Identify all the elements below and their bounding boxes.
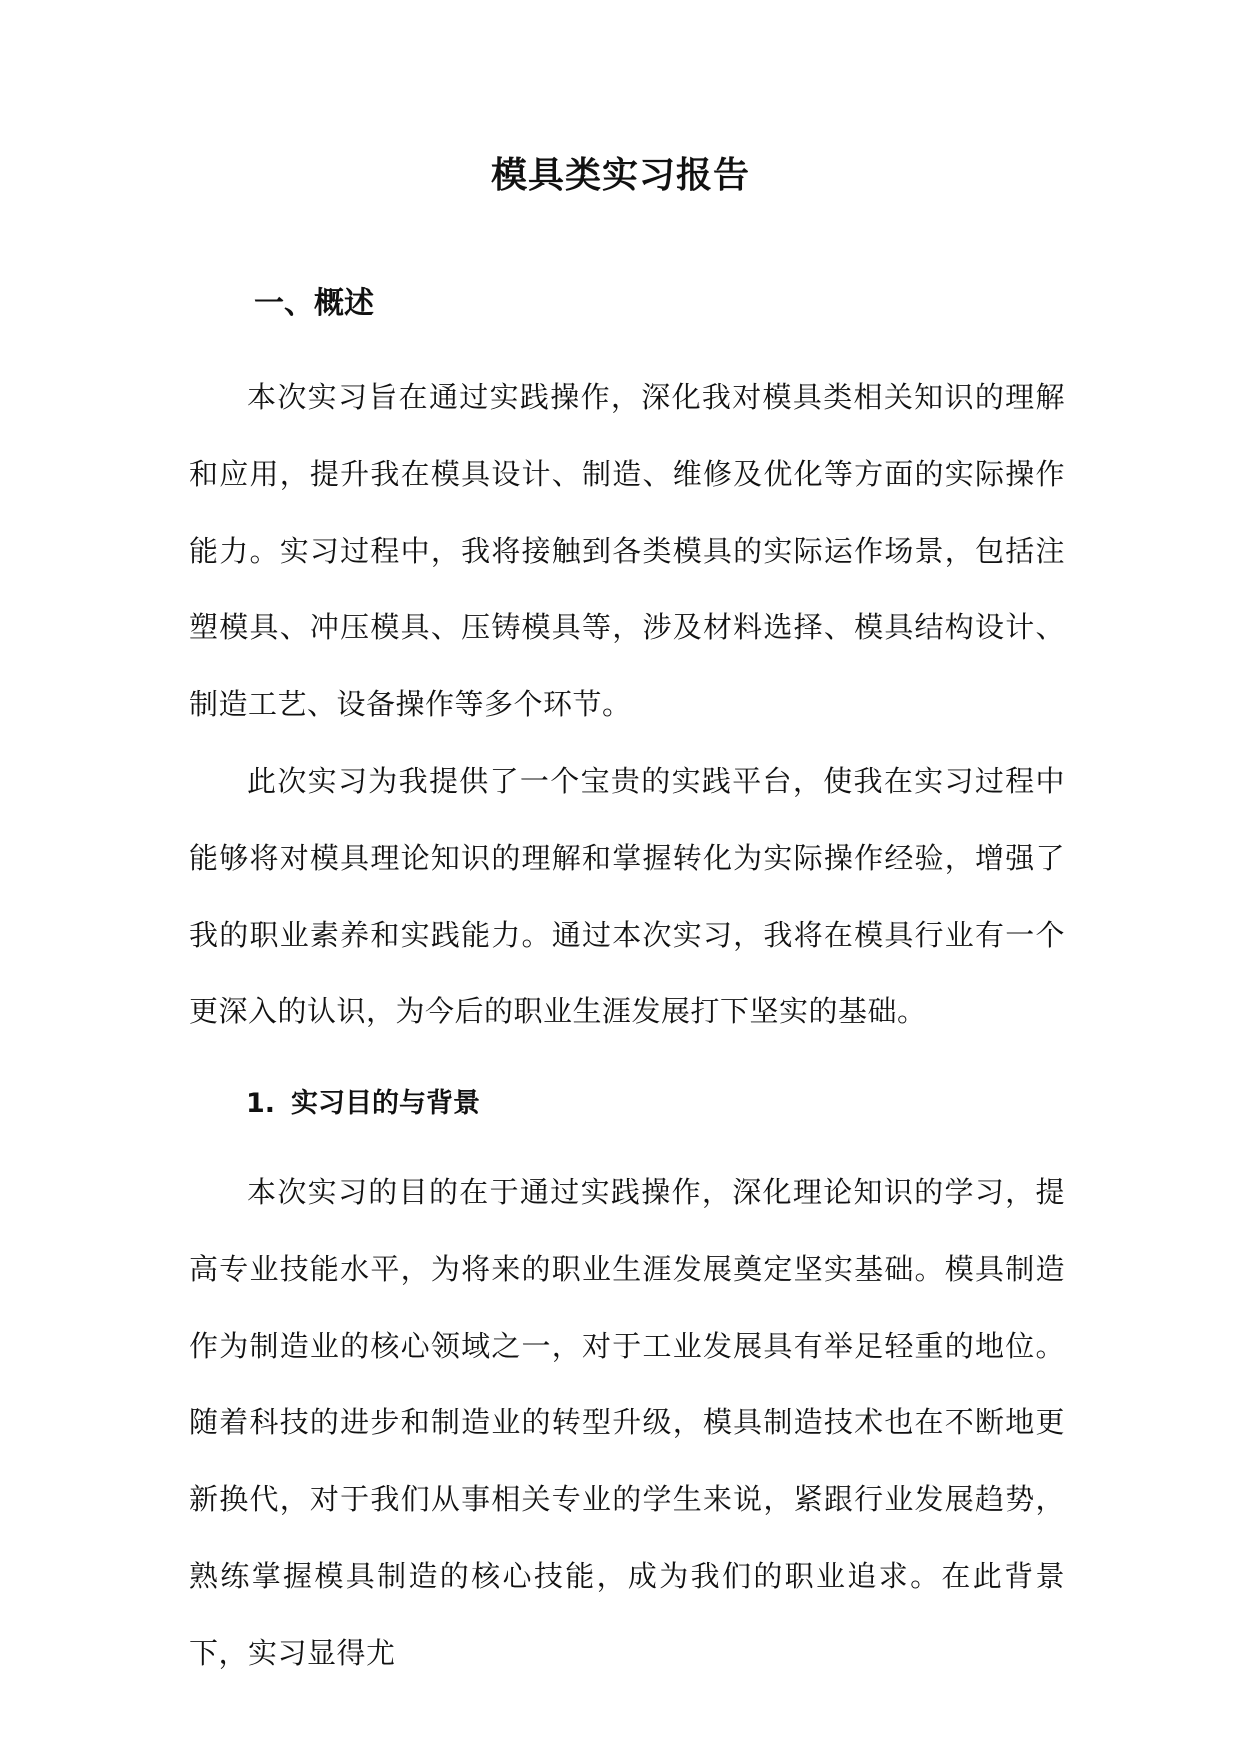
subsection-number: 1. bbox=[246, 1088, 276, 1119]
paragraph: 此次实习为我提供了一个宝贵的实践平台，使我在实习过程中能够将对模具理论知识的理解和掌握转化为实际操作经验，增强了我的职业素养和实践能力。通过本次实习，我将在模具行业有一个更深入的认识，为今后的职业生涯发展打下坚实的基础。 bbox=[189, 764, 1065, 1029]
paragraph: 本次实习旨在通过实践操作，深化我对模具类相关知识的理解和应用，提升我在模具设计、制造、维修及优化等方面的实际操作能力。实习过程中，我将接触到各类模具的实际运作场景，包括注塑模具、冲压模具、压铸模具等，涉及材料选择、模具结构设计、制造工艺、设备操作等多个环节。 bbox=[189, 380, 1065, 722]
section-heading-overview: 一、概述 bbox=[254, 286, 374, 321]
document-title: 模具类实习报告 bbox=[490, 155, 750, 196]
subsection-title: 实习目的与背景 bbox=[291, 1088, 481, 1119]
paragraph: 本次实习的目的在于通过实践操作，深化理论知识的学习，提高专业技能水平，为将来的职业生涯发展奠定坚实基础。模具制造作为制造业的核心领域之一，对于工业发展具有举足轻重的地位。随着科技的进步和制造业的转型升级，模具制造技术也在不断地更新换代，对于我们从事相关专业的学生来说，紧跟行业发展趋势，熟练掌握模具制造的核心技能，成为我们的职业追求。在此背景下，实习显得尤 bbox=[189, 1175, 1065, 1670]
subsection-heading-purpose-background bbox=[246, 1084, 480, 1124]
